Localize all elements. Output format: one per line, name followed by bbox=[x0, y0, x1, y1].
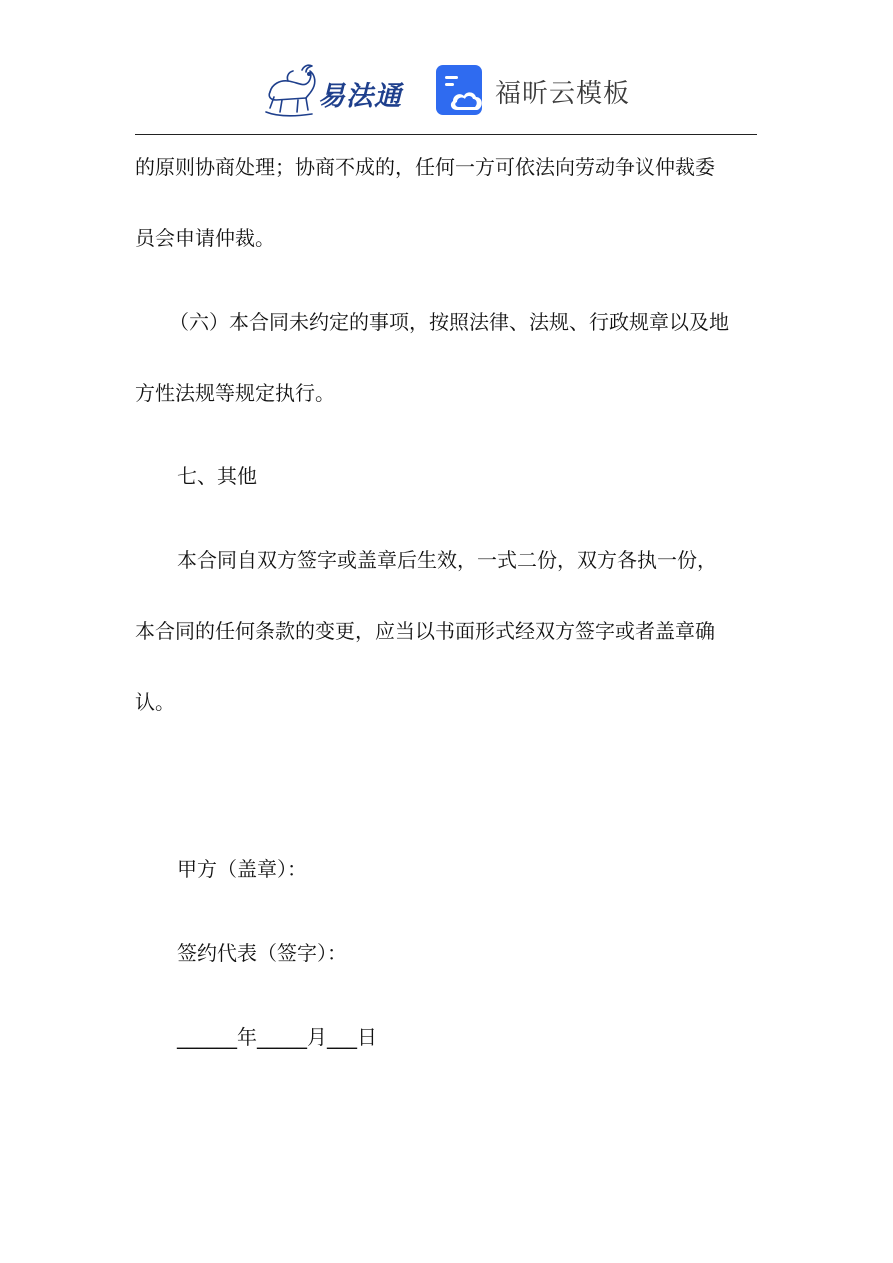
section-heading: 七、其他 bbox=[177, 464, 257, 488]
header-divider bbox=[135, 134, 757, 135]
cloud-document-icon bbox=[435, 64, 487, 116]
paragraph-line: 本合同的任何条款的变更，应当以书面形式经双方签字或者盖章确 bbox=[135, 619, 715, 643]
page-header bbox=[0, 58, 893, 122]
yifatong-logo-text: 易法通 bbox=[318, 81, 402, 112]
foxit-template-logo-text: 福昕云模板 bbox=[495, 79, 631, 109]
paragraph-line: 员会申请仲裁。 bbox=[135, 226, 275, 250]
yifatong-logo bbox=[262, 62, 412, 120]
paragraph-line: 的原则协商处理；协商不成的，任何一方可依法向劳动争议仲裁委 bbox=[135, 155, 715, 179]
paragraph-line: 方性法规等规定执行。 bbox=[135, 381, 335, 405]
paragraph-line: 认。 bbox=[135, 690, 175, 714]
foxit-template-logo bbox=[435, 64, 645, 120]
paragraph-line: 本合同自双方签字或盖章后生效，一式二份，双方各执一份， bbox=[177, 548, 717, 572]
party-a-seal-label: 甲方（盖章）： bbox=[177, 857, 307, 881]
qilin-logo-icon bbox=[262, 62, 322, 120]
signature-date-line: ______年_____月___日 bbox=[177, 1025, 377, 1049]
paragraph-line: （六）本合同未约定的事项，按照法律、法规、行政规章以及地 bbox=[169, 310, 729, 334]
representative-signature-label: 签约代表（签字）： bbox=[177, 941, 347, 965]
